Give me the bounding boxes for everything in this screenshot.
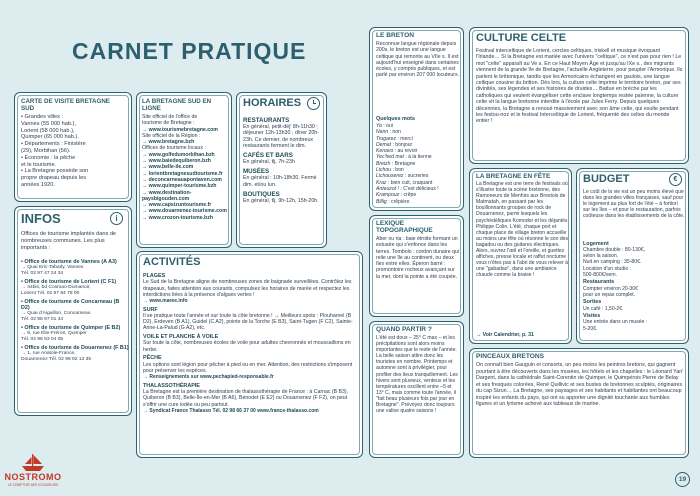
activity-text: Il se pratique toute l'année et sur toute la côte bretonne ! → Meilleurs spots : Plouharnel (B D2), Erdeven (B A1), Guidel (C A2), pointe de la Torche (E B3), Saint-Tugen (F C2), Sainte-Anne-La-Palud (G A2), etc. [143,313,353,332]
fete-link[interactable]: → Voir Calendrier, p. 31 [476,332,534,338]
horaires-group [243,152,325,165]
carte-line: • La Bretagne possède son [21,168,89,175]
lexique-title: LEXIQUE TOPOGRAPHIQUE [376,220,433,235]
bretagne-sud-title: LA BRETAGNE SUD EN LIGNE [142,98,212,112]
breton-word-term: Kenavo [376,148,395,155]
carte-line: Lorient (58 000 hab.), [21,127,75,134]
pinceaux-text: On connaît bien Gauguin et consorts, un peu moins les peintres bretons, qui gagnent pourtant à être découverts dans les musées, les hôtels et les chapelles : le Léonard Yan' Dargent, dans la cathédrale Saint-Corentin de Quimper, le Quimpérois Pierre de Belay et ses fresques colorées, René Quillivic et ses bustes de bretonnes sculptés, originaires du cap Sizun… La Bretagne, ses paysages et ses habitants et habitantes ont beaucoup inspiré les enfants du pays, qui ont su apporter une dignité touchante aux humbles figures et un lyrisme achevé aux tableaux de marine. [476,362,684,407]
activity-head: PLAGES [143,273,166,279]
horaires-group [243,117,325,149]
euro-icon: € [669,173,682,186]
quand-partir-box [369,321,464,458]
activity-group [143,273,359,304]
lexique-text: Aber ou ria : baie étroite formant un estuaire qui s'enfonce dans les terres. Tombolo : cordon dunaire qui relie une île au continent, ou deux îles entre elles. Éperon barré : promontoire rocheux avançant sur la mer, dont la pointe a été coupée. [376,236,459,280]
breton-word-meaning: : oui [383,123,393,129]
office-line: → 44bis, bd Cosmao-Dumanoir, [21,285,91,291]
office-line: → Quai d'Aiguillon, Concarneau [21,311,91,317]
bretagne-sud-box [136,92,232,248]
breton-word-term: Ya [376,123,384,129]
budget-item [583,299,686,311]
logo-name: NOSTROMO [4,472,62,482]
office-line: Tél. 02 98 53 04 05 [21,337,64,343]
breton-word-term: Demat [376,141,393,148]
breton-word [376,199,462,205]
activity-group [143,307,359,332]
budget-line: Nuit en camping : 35-80€. [583,259,642,266]
activity-text: Les options sont légion pour pêcher à pied ou en mer. Attention, des restrictions s'imposent pour préserver les espèces. [143,361,353,374]
breton-word-meaning: : bon [392,167,404,174]
activity-group [143,355,359,380]
culture-text: Festival interceltique de Lorient, cercles celtiques, triskell et musique évoquant l'Irlande… Si la Bretagne est mariée avec l'univers "celtique", ce n'est pas pour rien ! Le mot "celte" apparaît au Ve s. En ce Haut Moyen Âge et jusqu'au IXe s., des migrants viennent de la grande île de Bretagne, l'actuelle Angleterre, pour peupler l'Armorique. Ils parlent le brittonique, tandis que les Armoricains échangent en gaulois, une langue celtique cousine du britton. Dès lors, la culture celte imprime le territoire breton, par ses divinités, ses légendes et ses histoires de druides… Battue en brèche par les catholiques qui veulent évangéliser cette enclave longtemps restée païenne, la culture celte vit la langue bretonne interdite à l'école par Jules Ferry. Depuis quelques décennies, la Bretagne a renoué massivement avec son âme celte, qui exulte pendant les festou-noz et le festival Interceltique de Lorient, fréquenté des celtes du monde entier ! [476,48,683,125]
carte-line: années 1920. [21,181,55,188]
bretagne-en-fete-box [469,168,572,344]
budget-head: Sorties [583,299,602,306]
carte-line: propre drapeau depuis les [21,175,86,182]
office-line: Lorient Tél. 02 97 84 78 00 [21,290,80,296]
horaires-groups [243,117,325,207]
info-icon: i [110,212,123,225]
carte-line: • Économie : la pêche [21,154,76,161]
horaires-text: En général, tlj. 7h-23h [243,159,295,166]
office-line: → Quai Eric-Tabarly, Vannes [21,265,84,271]
budget-title: BUDGET [583,173,630,185]
budget-line: 500-800€/sem. [583,271,617,278]
breton-word-meaning: : C'est délicieux ! [400,185,439,192]
office-line: Douarnenez Tél. 02 98 92 13 35 [21,356,92,362]
office-name: • Office de tourisme de Vannes (A A3) [21,259,117,265]
budget-head: Restaurants [583,279,615,286]
office-line: Tél. 02 97 47 24 34 [21,271,64,277]
fete-text: La Bretagne est une terre de festivals où s'illustre toute la scène bretonne, des Ramoneurs de Menhirs aux Brestois de Matmatah, en passant par les bouillonnants groupes de rock de Douarnenez, parmi lesquels les psychédéliques Komodor et les déjantés Philippe Colin. L'été, chaque port et chaque place de village breton accueille au moins une fête où résonne le son des bagadou ou des guitares électriques. Alors, ouvrez l'œil et l'oreille, et guettez affiches, presse locale et raffut nocturne : vous n'êtes pas à l'abri de vous relever à une "gabadao", dans une ambiance chaude comme la braise ! [476,181,569,279]
infos-offices [21,259,129,365]
website-link[interactable]: → www.douarnenez-tourisme.com [142,208,227,215]
carte-lines [21,114,127,189]
website-link[interactable]: → lorientbretagnesudtourisme.fr [142,170,223,177]
lexique-box [369,215,464,317]
activity-link[interactable]: → www.maree.info [143,297,188,304]
horaires-box [236,92,327,248]
quand-title: QUAND PARTIR ? [376,326,432,333]
infos-box [14,206,132,416]
office-entry [21,345,129,363]
breton-word-term: Yec'hed mat [376,154,406,161]
budget-line: Une entrée dans un musée : [583,319,648,326]
breton-word-meaning: : bonjour [392,141,413,148]
horaires-head: MUSÉES [243,168,270,176]
activity-text: Sur toute la côte, nombreuses écoles de voile pour adultes chevronnés et moussaillons en herbe. [143,340,351,353]
activity-link[interactable]: → Syndicat France Thalasso Tél. 02 98 66 37 00 www.france-thalasso.com [143,407,319,414]
infos-title: INFOS [21,211,61,226]
office-line: → 1, rue Anatole-France, [21,351,76,357]
horaires-text: En général : 10h-18h30. Fermé dim. et/ou lun. [243,175,317,188]
breton-word-meaning: : crêpière [388,198,410,205]
breton-word-meaning: : Bretagne [391,160,416,167]
budget-intro: Le coût de la vie est un peu moins élevé que dans les grandes villes françaises, sauf pour le logement au plus fort de l'été – à fortiori sur les îles – et pour le restauration, parfois coûteuse dans les établissements de la côte. [583,189,685,220]
activity-head: SURF [143,306,158,313]
breton-word-term: Lichouserez [376,173,405,180]
office-entry [21,325,129,343]
horaires-group [243,168,325,188]
website-link[interactable]: → www.golfedumorbihan.bzh [142,151,215,158]
carte-title: CARTE DE VISITE BRETAGNE SUD [21,98,110,112]
bretagne-sud-lines [142,114,230,221]
infos-intro: Offices de tourisme implantés dans de nombreuses communes. Les plus importants : [21,231,117,251]
activity-text: Le Sud de la Bretagne aligne de nombreuses zones de baignade surveillées. Contrôlez les drapeaux, faites attention aux courants, compulsez les horaires de marée et respectez les interdictions liées à la présence d'algues vertes ! [143,279,352,298]
budget-item [583,313,686,331]
activity-text: La Bretagne est la première destination de thalassothérapie de France : à Carnac (B B3), Quiberon (B B3), Belle-Île-en-Mer (B A6), Bénodet (E E2) ou Douarnenez (F F2), on peut s'offrir une cure iodée ou peu partout. [143,389,349,408]
budget-line: 5-20€. [583,325,598,332]
breton-sub: Quelques mots [376,116,415,122]
budget-item [583,241,686,278]
budget-items [583,241,686,333]
office-name: • Office de tourisme de Quimper (E B2) [21,324,121,331]
breton-word-term: Nann [376,129,390,136]
breton-word-term: Kraz [376,179,388,186]
activity-group [143,383,359,414]
quand-text: L'été est doux – 25° C max – et les précipitations sont alors moins importantes que le reste de l'année. La belle saison attire donc les touristes en nombre. Printemps et automne sont à privilégier, pour profiter des lieux tranquillement. Les hivers sont pluvieux, venteux et les températures oscillent entre –5 et 13° C, mais comme toute l'année, il "fait beau plusieurs fois par jour en Bretagne". Prévoyez donc toujours une valise quatre saisons ! [376,335,458,415]
website-link[interactable]: → www.crozon-tourisme.bzh [142,214,213,221]
horaires-head: CAFÉS ET BARS [243,152,293,160]
website-link[interactable]: paysbigouden.com [142,195,190,202]
budget-line: pour un repas complet. [583,291,636,298]
horaires-group [243,191,325,204]
nostromo-logo [2,452,64,494]
activites-title: ACTIVITÉS [143,256,201,268]
horaires-title: HORAIRES [243,97,302,109]
horaires-text: En général, petit-déj' 8h-11h30 ; déjeuner 12h-13h30 ; dîner 20h-23h. Ce dernier, de nombreux restaurants ferment le dim. [243,124,319,149]
breton-word-term: Lichou [376,167,393,174]
culture-title: CULTURE CELTE [476,32,567,44]
budget-line: Location d'un studio : [583,265,631,272]
carte-line: Vannes (55 000 hab.), [21,120,76,127]
budget-head: Visites [583,313,601,320]
budget-item [583,279,686,297]
breton-word-meaning: : merci [397,135,413,142]
budget-box [576,168,689,344]
budget-head: Logement [583,241,609,247]
pinceaux-box [469,348,689,458]
breton-word-term: Trugarez [376,135,398,142]
office-line: Tél. 02 98 97 01 44 [21,317,64,323]
breton-word-term: Krampouz [376,192,401,199]
logo-tagline: LE COMPTOIR DES VOYAGEURS [7,483,59,487]
activity-head: VOILE ET PLANCHE À VOILE [143,334,219,341]
budget-line: selon la saison. [583,253,619,260]
carte-line: (29), Morbihan (56). [21,147,71,154]
budget-line: Un café : 1,50-2€. [583,305,624,312]
activity-head: PÊCHE [143,355,162,362]
office-name: • Office de tourisme de Lorient (C F1) [21,278,117,285]
breton-word-meaning: : crêpe [400,192,417,199]
office-entry [21,259,129,277]
activites-box [136,251,363,458]
culture-celte-box [469,27,689,164]
activity-link[interactable]: → Renseignements sur www.pechapied-responsable.fr [143,374,274,381]
office-entry [21,299,129,323]
activites-groups [143,273,359,417]
bretagne-sud-line: Offices de tourisme locaux : [142,145,206,152]
website-link[interactable]: → www.quimper-tourisme.bzh [142,183,217,190]
page-title: CARNET PRATIQUE [72,38,307,64]
breton-words [376,123,462,205]
breton-word-meaning: : au revoir [394,148,418,155]
website-link[interactable]: → www.tourismebretagne.com [142,126,218,133]
breton-word-meaning: : sucreries [404,173,429,180]
fete-title: LA BRETAGNE EN FÊTE [476,173,551,180]
breton-word-meaning: : bien cuit, craquant [387,179,433,186]
carte-line: et le tourisme. [21,161,57,168]
website-link[interactable]: → www.capsizuntourisme.fr [142,202,212,209]
breton-box [369,27,464,211]
breton-word-term: Anteuzot ! [376,185,401,192]
office-line: → 8, rue Élie-Fréron, Quimper [21,331,87,337]
website-link[interactable]: → www.destination- [142,189,192,196]
page-number: 19 [675,472,690,487]
breton-title: LE BRETON [376,32,414,39]
office-name: • Office de tourisme de Douarnenez (F B1) [21,344,129,351]
bretagne-sud-line: Site officiel de l'office de [142,114,198,120]
office-entry [21,279,129,297]
bretagne-sud-line: Site officiel de la Région : [142,132,201,139]
breton-word-meaning: : à la tienne [405,154,432,161]
carte-line: • Départements : Finistère [21,141,86,148]
website-link[interactable]: → deconcarneauapontaven.com [142,176,222,183]
carte-line: Quimper (65 000 hab.). [21,134,79,141]
breton-word-term: Breizh [376,160,392,167]
clock-icon [307,97,320,110]
budget-line: Compter environ 20-30€ [583,285,638,292]
horaires-text: En général, tlj. 9h-12h, 15h-20h. [243,198,319,205]
pinceaux-title: PINCEAUX BRETONS [476,353,545,360]
breton-word-meaning: : non [389,129,401,136]
horaires-head: RESTAURANTS [243,117,290,124]
carte-de-visite-box [14,92,132,202]
breton-word-term: Billig [376,198,389,205]
website-link[interactable]: → www.baiedequiberon.bzh [142,158,211,165]
website-link[interactable]: → www.belle-ile.com [142,164,194,171]
activity-head: THALASSOTHÉRAPIE [143,382,200,389]
ship-icon [18,452,48,472]
office-name: • Office de tourisme de Concarneau (B D2) [21,298,120,312]
bretagne-sud-line: tourisme de Bretagne : [142,120,195,127]
budget-line: Chambre double : 80-130€, [583,247,646,254]
horaires-head: BOUTIQUES [243,191,280,199]
breton-text: Reconnue langue régionale depuis 200s, le breton est une langue celtique qui remonte au VIIe s. Il est aujourd'hui enseigné dans certaines écoles, y compris publiques, et est parlé par environ 207 000 locuteurs. [376,41,460,79]
carte-line: • Grandes villes : [21,114,64,120]
website-link[interactable]: → www.bretagne.bzh [142,139,195,146]
activity-group [143,334,359,353]
